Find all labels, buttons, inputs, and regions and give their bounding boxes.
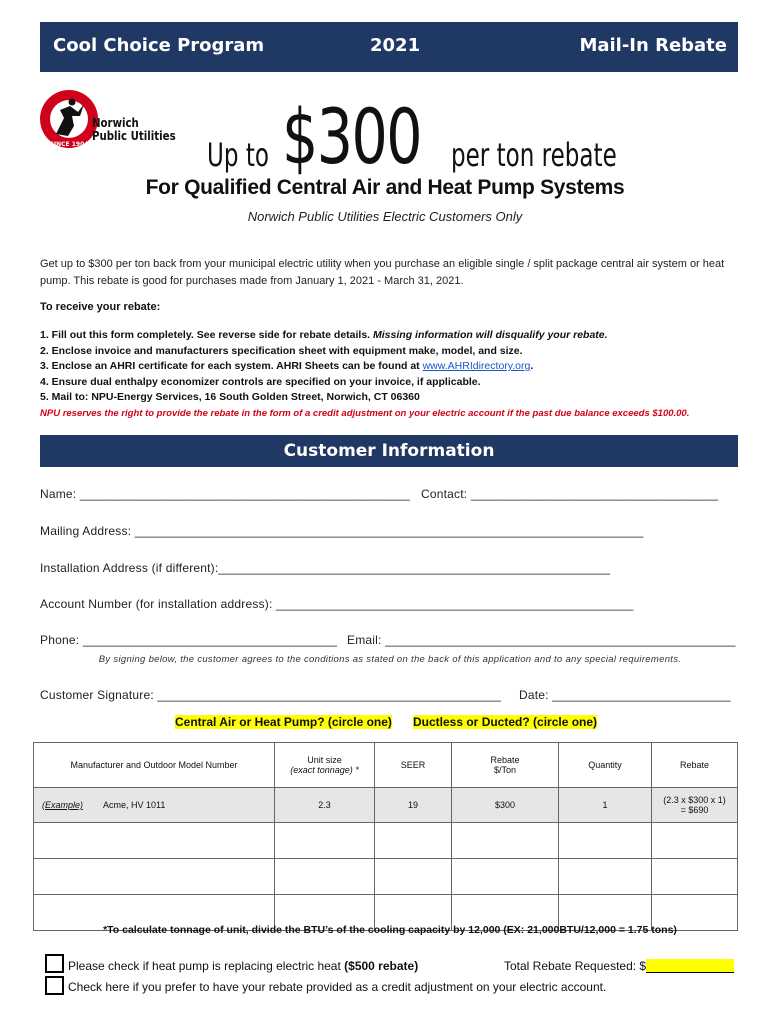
to-receive-heading: To receive your rebate: [40,301,161,313]
logo-ring-text: SINCE 1904 [49,141,89,148]
date-field[interactable]: Date: __________________________ [519,688,731,702]
equipment-table [33,742,738,931]
duct-type-choice[interactable]: Ductless or Ducted? (circle one) [413,715,598,729]
installation-address-field[interactable]: Installation Address (if different):_________________________________________________________ [40,561,611,575]
intro-paragraph: Get up to $300 per ton back from your municipal electric utility when you purchase an eligible single / split package central air system or heat pump. This rebate is good for purchases made from January 1, 2021 - March 31, 2021. [40,258,725,287]
table-row[interactable] [34,859,738,895]
example-model: (Example) Acme, HV 1011 [34,788,275,823]
subheadline: For Qualified Central Air and Heat Pump Systems [145,176,625,199]
npu-logo [40,82,190,157]
col-seer: SEER [375,743,452,788]
headline-up-to: Up to [207,136,269,174]
credit-label: Check here if you prefer to have your rebate provided as a credit adjustment on your electric account. [68,980,607,994]
example-per-ton: $300 [452,788,559,823]
program-name: Cool Choice Program [53,35,265,56]
step-2: 2. Enclose invoice and manufacturers specification sheet with equipment make, model, and size. [40,344,523,357]
email-field[interactable]: Email: ___________________________________________________ [347,633,736,647]
col-rebate: Rebate [652,743,738,788]
table-header-row [34,743,738,788]
program-banner [40,22,738,72]
table-row [34,788,738,823]
mailing-address-field[interactable]: Mailing Address: __________________________________________________________________________ [40,524,644,538]
customer-info-banner: Customer Information [40,435,738,467]
credit-checkbox[interactable] [45,976,64,995]
col-unit-size: Unit size (exact tonnage) * [275,743,375,788]
step-3: 3. Enclose an AHRI certificate for each system. AHRI Sheets can be found at www.AHRIdirectory.org. [40,360,534,372]
step-4: 4. Ensure dual enthalpy economizer controls are specified on your invoice, if applicable. [40,375,481,388]
signature-field[interactable]: Customer Signature: __________________________________________________ [40,688,502,702]
step-1: 1. Fill out this form completely. See reverse side for rebate details. Missing information will disqualify your rebate. [40,329,608,341]
step-5: 5. Mail to: NPU-Energy Services, 16 South Golden Street, Norwich, CT 06360 [40,391,420,403]
example-seer: 19 [375,788,452,823]
col-model: Manufacturer and Outdoor Model Number [34,743,275,788]
phone-field[interactable]: Phone: _____________________________________ [40,633,338,647]
mail-in-rebate-label: Mail-In Rebate [579,35,727,56]
account-number-field[interactable]: Account Number (for installation address): ____________________________________________________ [40,597,634,611]
col-quantity: Quantity [559,743,652,788]
eligibility-note: Norwich Public Utilities Electric Customers Only [247,209,523,224]
heat-pump-label: Please check if heat pump is replacing electric heat ($500 rebate) [68,959,419,973]
headline-per-ton: per ton rebate [451,136,617,174]
past-due-warning: NPU reserves the right to provide the rebate in the form of a credit adjustment on your electric account if the past due balance exceeds $100.00. [40,407,690,419]
headline-amount: $300 [282,92,422,181]
signature-agreement: By signing below, the customer agrees to the conditions as stated on the back of this application and to any special requirements. [98,654,682,665]
instruction-steps [40,328,740,421]
contact-field[interactable]: Contact: ____________________________________ [421,487,719,501]
name-field[interactable]: Name: ________________________________________________ [40,487,410,501]
ahri-link[interactable]: www.AHRIdirectory.org [422,360,531,372]
heat-pump-checkbox[interactable] [45,954,64,973]
example-total: (2.3 x $300 x 1) = $690 [652,788,738,823]
example-qty: 1 [559,788,652,823]
logo-line-1: Norwich [92,116,139,130]
system-type-choice[interactable]: Central Air or Heat Pump? (circle one) [175,715,392,729]
total-rebate-field[interactable]: Total Rebate Requested: $ [504,959,734,973]
program-year: 2021 [370,35,421,56]
tonnage-note: *To calculate tonnage of unit, divide the BTU’s of the cooling capacity by 12,000 (EX: 21,000BTU/12,000 = 1.75 tons) [103,924,677,936]
logo-line-2: Public Utilities [92,129,176,143]
table-row[interactable] [34,823,738,859]
col-rebate-per-ton: Rebate $/Ton [452,743,559,788]
example-size: 2.3 [275,788,375,823]
